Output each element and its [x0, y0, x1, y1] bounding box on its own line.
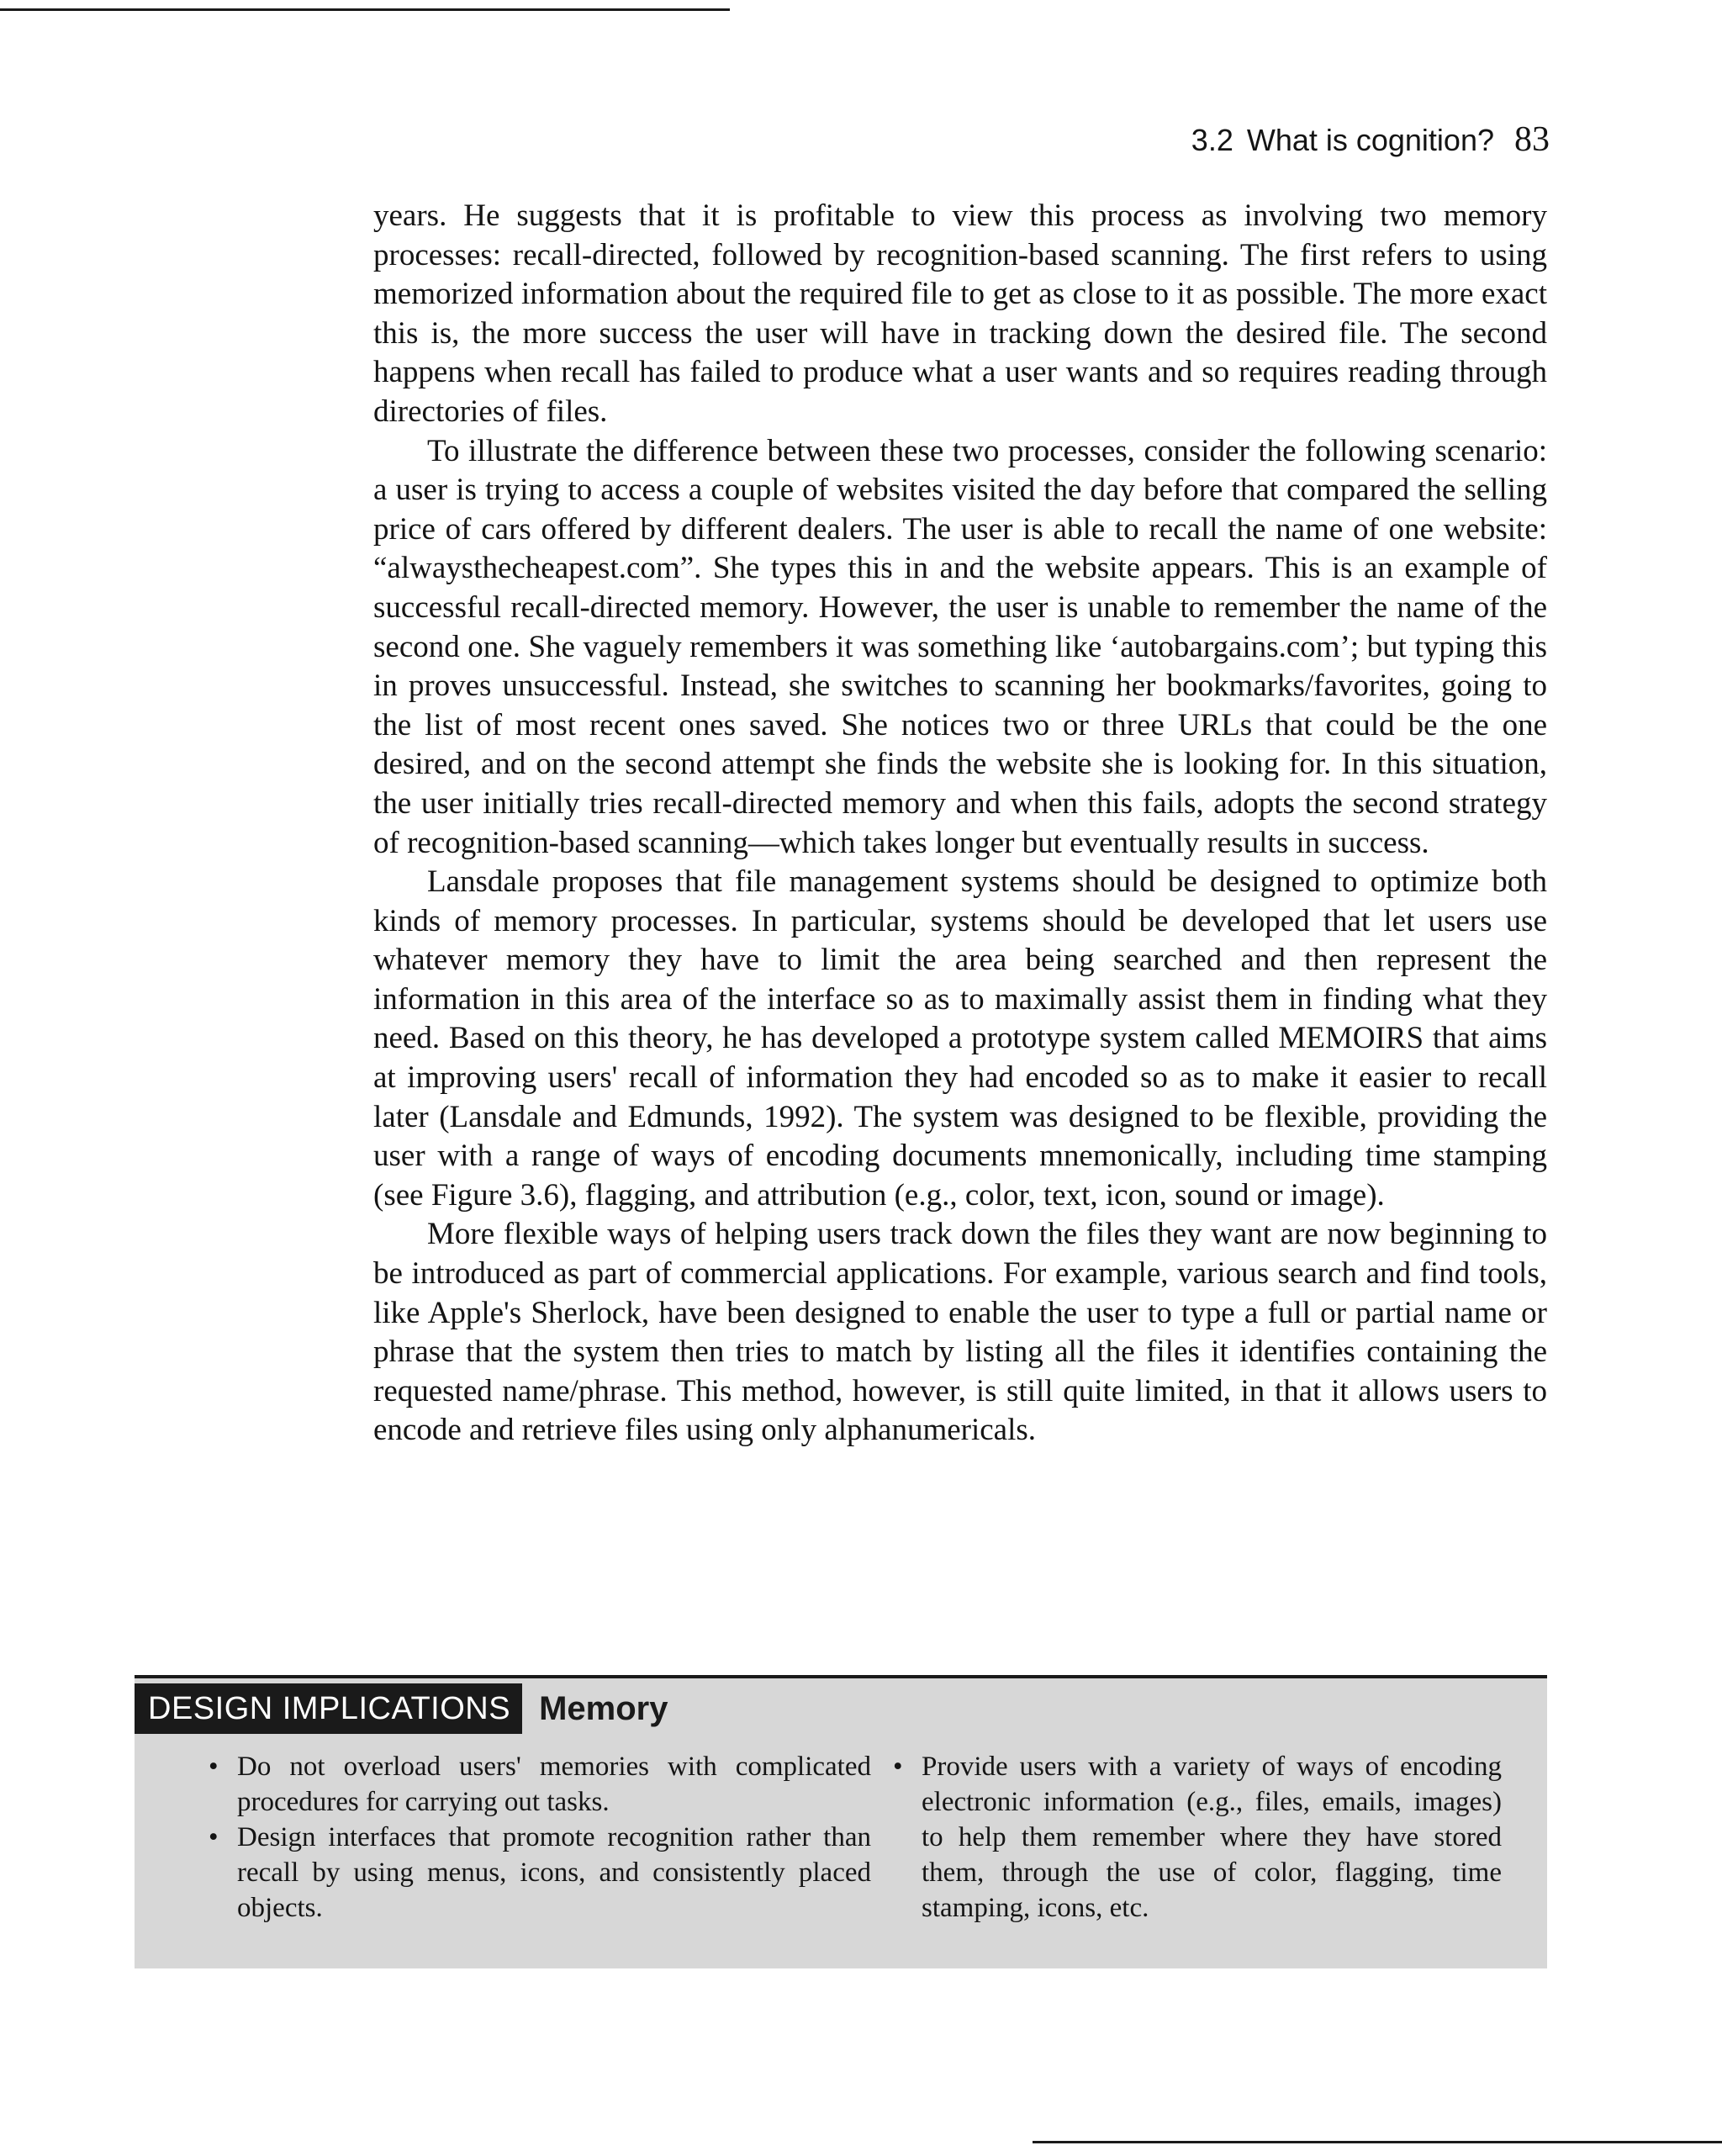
page-number: 83 [1514, 120, 1550, 159]
box-topic: Memory [539, 1689, 668, 1727]
running-head [1191, 116, 1550, 164]
section-number: 3.2 [1191, 123, 1233, 157]
bullet-icon: • [893, 1752, 903, 1782]
left-bullet-list [207, 1749, 871, 1926]
bullet-text: Design interfaces that promote recognition rather than recall by using menus, icons, and consistently placed objects. [237, 1822, 871, 1923]
box-header [135, 1683, 668, 1734]
bullet-item [891, 1749, 1502, 1926]
paragraph: years. He suggests that it is profitable to view this process as involving two memory processes: recall-directed, followed by recognition-based scanning. The first refers to using memorized information about the required file to get as close to it as possible. The more exact this is, the more success the user will have in tracking down the desired file. The second happens when recall has failed to produce what a user wants and so requires reading through directories of files. [373, 198, 1547, 429]
body-text [373, 197, 1547, 1451]
paragraph: Lansdale proposes that file management systems should be designed to optimize both kinds of memory processes. In particular, systems should be developed that let users use whatever memory they have to limit the area being searched and then represent the information in this area of the interface so as to maximally assist them in finding what they need. Based on this theory, he has developed a prototype system called MEMOIRS that aims at improving users' recall of information they had encoded so as to make it easier to recall later (Lansdale and Edmunds, 1992). The system was designed to be flexible, providing the user with a range of ways of encoding documents mnemonically, including time stamping (see Figure 3.6), flagging, and attribution (e.g., color, text, icon, sound or image). [373, 864, 1547, 1213]
paragraph: More flexible ways of helping users track down the files they want are now beginning to be introduced as part of commercial applications. For example, various search and find tools, like Apple's Sherlock, have been designed to enable the user to type a full or partial name or phrase that the system then tries to match by listing all the files it identifies containing the requested name/phrase. This method, however, is still quite limited, in that it allows users to encode and retrieve files using only alphanumericals. [373, 1217, 1547, 1448]
design-implications-box [135, 1675, 1547, 1968]
bullet-item [207, 1820, 871, 1926]
bottom-rule [1033, 2141, 1722, 2143]
bullet-text: Provide users with a variety of ways of encoding electronic information (e.g., files, emails, images) to help them remember where they have stored them, through the use of color, flagging, time stamping, icons, etc. [922, 1752, 1502, 1923]
bullet-item [207, 1749, 871, 1820]
bullet-icon: • [209, 1822, 219, 1852]
bullet-icon: • [209, 1752, 219, 1782]
chapter-title: What is cognition? [1246, 123, 1494, 157]
paragraph: To illustrate the difference between these two processes, consider the following scenario: a user is trying to access a couple of websites visited the day before that compared the selling price of cars offered by different dealers. The user is able to recall the name of one website: “alwaysthecheapest.com”. She types this in and the website appears. This is an example of successful recall-directed memory. However, the user is unable to remember the name of the second one. She vaguely remembers it was something like ‘autobargains.com’; but typing this in proves unsuccessful. Instead, she switches to scanning her bookmarks/favorites, going to the list of most recent ones saved. She notices two or three URLs that could be the one desired, and on the second attempt she finds the website she is looking for. In this situation, the user initially tries recall-directed memory and when this fails, adopts the second strategy of recognition-based scanning—which takes longer but eventually results in success. [373, 433, 1547, 860]
top-rule [0, 8, 730, 11]
bullet-text: Do not overload users' memories with complicated procedures for carrying out tasks. [237, 1752, 871, 1817]
box-label: DESIGN IMPLICATIONS [135, 1683, 522, 1734]
right-bullet-list [891, 1749, 1502, 1926]
